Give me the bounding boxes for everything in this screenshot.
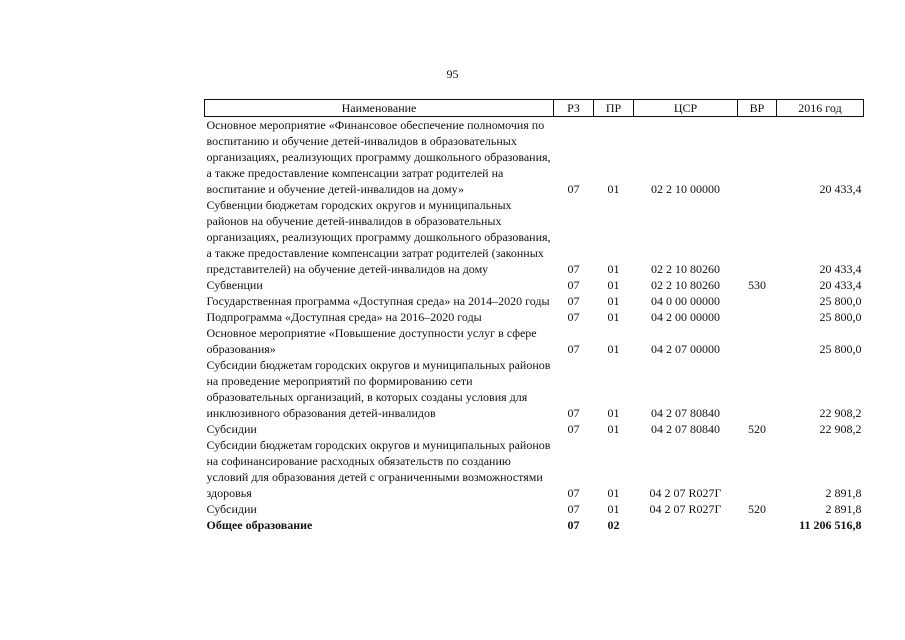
table-row	[205, 501, 864, 517]
cell-name: Основное мероприятие «Повышение доступности услуг в сфере образования»	[206, 326, 537, 356]
cell-name: Общее образование	[206, 518, 313, 532]
cell-rz: 07	[567, 406, 580, 420]
cell-vr	[738, 437, 777, 501]
cell-pr: 01	[607, 342, 620, 356]
header-vr: ВР	[738, 100, 777, 117]
table-row	[205, 277, 864, 293]
cell-vr	[738, 357, 777, 421]
table-row	[205, 421, 864, 437]
table-row	[205, 293, 864, 309]
cell-sum: 25 800,0	[819, 310, 862, 324]
cell-csr: 04 2 07 R027Г	[649, 502, 722, 516]
cell-csr: 04 0 00 00000	[651, 294, 720, 308]
cell-sum: 25 800,0	[819, 342, 862, 356]
cell-sum: 25 800,0	[819, 294, 862, 308]
cell-name: Субвенции	[206, 278, 263, 292]
cell-csr: 02 2 10 00000	[651, 182, 720, 196]
cell-name: Основное мероприятие «Финансовое обеспечение полномочия по воспитанию и обучение детей-инвалидов в образовательных организациях, реализующих программу дошкольного образования, а также предоставление компенсации затрат родителей на воспитание и обучение детей-инвалидов на дому»	[206, 118, 551, 196]
cell-vr	[738, 117, 777, 198]
cell-pr: 01	[607, 502, 620, 516]
table-row	[205, 309, 864, 325]
header-rz: РЗ	[554, 100, 594, 117]
cell-sum: 20 433,4	[819, 278, 862, 292]
cell-rz: 07	[567, 294, 580, 308]
cell-rz: 07	[567, 502, 580, 516]
cell-name: Субсидии	[206, 422, 257, 436]
cell-sum: 22 908,2	[819, 406, 862, 420]
cell-name: Субсидии бюджетам городских округов и муниципальных районов на софинансирование расходных обязательств по созданию условий для образования детей с ограниченными возможностями здоровья	[206, 438, 551, 500]
cell-vr: 530	[748, 278, 766, 292]
cell-vr	[738, 325, 777, 357]
cell-sum: 11 206 516,8	[799, 518, 862, 532]
cell-vr: 520	[748, 422, 766, 436]
cell-pr: 01	[607, 278, 620, 292]
header-csr: ЦСР	[634, 100, 738, 117]
cell-sum: 20 433,4	[819, 182, 862, 196]
cell-csr: 04 2 07 80840	[651, 406, 720, 420]
cell-csr: 04 2 07 00000	[651, 342, 720, 356]
table-row	[205, 197, 864, 277]
cell-rz: 07	[567, 518, 580, 532]
cell-rz: 07	[567, 278, 580, 292]
cell-csr: 04 2 07 R027Г	[649, 486, 722, 500]
cell-pr: 01	[607, 294, 620, 308]
cell-name: Субвенции бюджетам городских округов и муниципальных районов на обучение детей-инвалидов в образовательных организациях, реализующих программу дошкольного образования, а также предоставление компенсации затрат родителей (законных представителей) на обучение детей-инвалидов на дому	[206, 198, 551, 276]
cell-csr: 04 2 07 80840	[651, 422, 720, 436]
table-row	[205, 117, 864, 198]
cell-name: Субсидии бюджетам городских округов и муниципальных районов на проведение мероприятий по формированию сети образовательных организаций, в которых созданы условия для инклюзивного образования детей-инвалидов	[206, 358, 551, 420]
cell-rz: 07	[567, 262, 580, 276]
cell-rz: 07	[567, 486, 580, 500]
table-row	[205, 357, 864, 421]
table-row	[205, 517, 864, 533]
cell-pr: 01	[607, 182, 620, 196]
budget-table	[204, 99, 864, 533]
page-number: 95	[446, 67, 459, 81]
cell-rz: 07	[567, 342, 580, 356]
cell-pr: 01	[607, 422, 620, 436]
cell-vr: 520	[748, 502, 766, 516]
table-body	[205, 117, 864, 534]
cell-sum: 2 891,8	[825, 502, 862, 516]
cell-vr	[738, 309, 777, 325]
cell-pr: 01	[607, 262, 620, 276]
cell-pr: 01	[607, 310, 620, 324]
cell-name: Государственная программа «Доступная среда» на 2014–2020 годы	[206, 294, 550, 308]
cell-vr	[738, 197, 777, 277]
table-row	[205, 437, 864, 501]
table-header-row	[205, 100, 864, 117]
cell-csr: 02 2 10 80260	[651, 278, 720, 292]
cell-vr	[738, 293, 777, 309]
header-pr: ПР	[594, 100, 634, 117]
table-row	[205, 325, 864, 357]
cell-rz: 07	[567, 310, 580, 324]
cell-name: Субсидии	[206, 502, 257, 516]
cell-csr	[634, 517, 738, 533]
cell-sum: 22 908,2	[819, 422, 862, 436]
cell-sum: 2 891,8	[825, 486, 862, 500]
cell-pr: 02	[607, 518, 620, 532]
cell-rz: 07	[567, 422, 580, 436]
cell-name: Подпрограмма «Доступная среда» на 2016–2020 годы	[206, 310, 482, 324]
cell-csr: 04 2 00 00000	[651, 310, 720, 324]
cell-pr: 01	[607, 406, 620, 420]
header-year: 2016 год	[777, 100, 864, 117]
cell-sum: 20 433,4	[819, 262, 862, 276]
cell-pr: 01	[607, 486, 620, 500]
cell-vr	[738, 517, 777, 533]
header-name: Наименование	[205, 100, 554, 117]
cell-rz: 07	[567, 182, 580, 196]
cell-csr: 02 2 10 80260	[651, 262, 720, 276]
